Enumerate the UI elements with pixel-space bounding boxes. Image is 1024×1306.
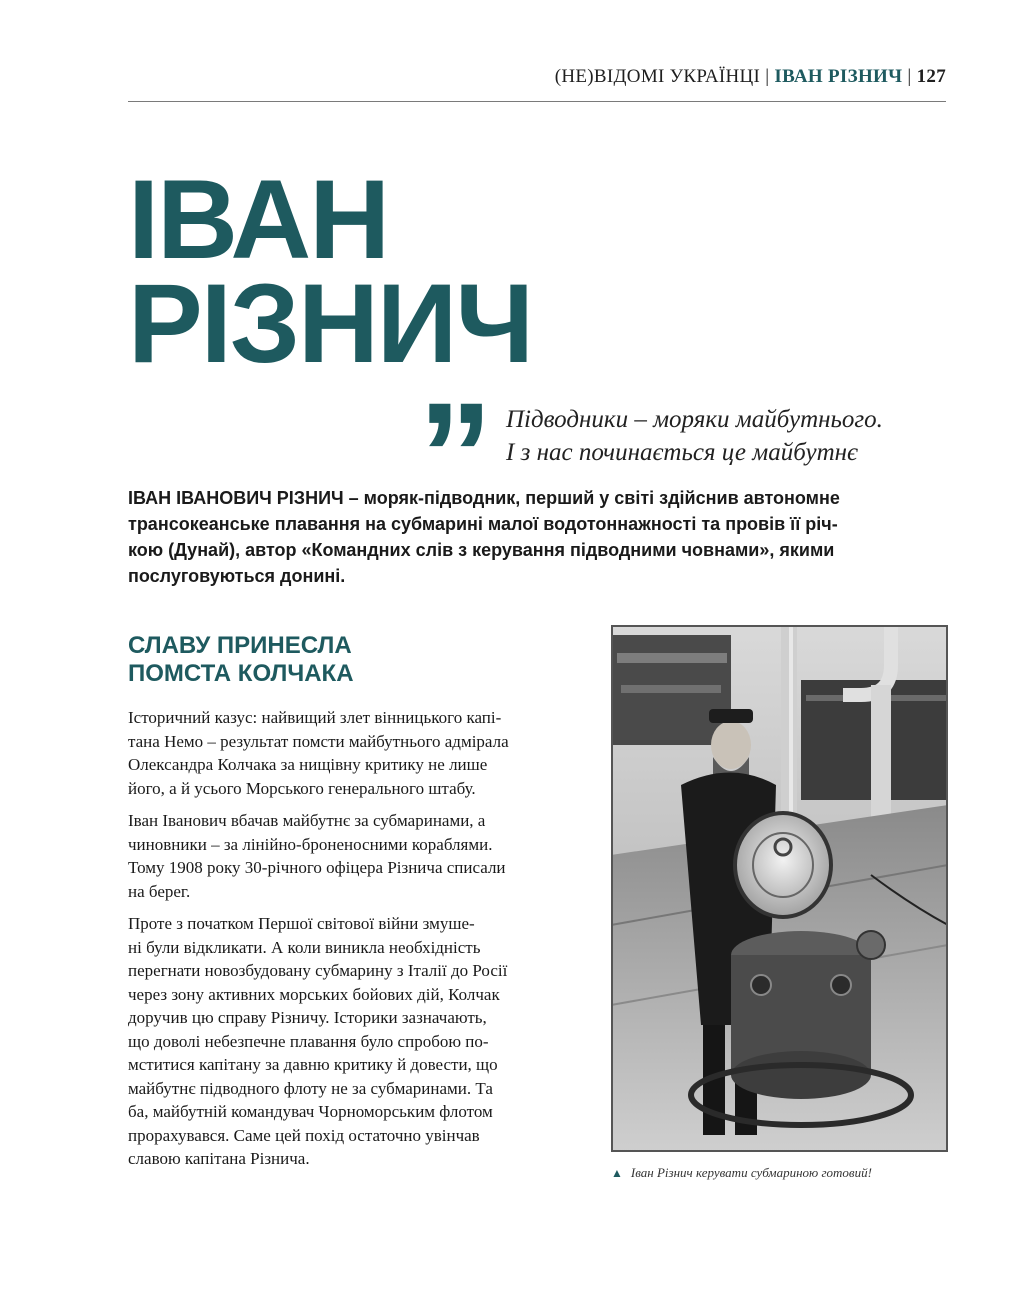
caption-triangle-icon: ▲ [611,1166,623,1180]
caption-text: Іван Різнич керувати субмариною готовий! [630,1165,872,1180]
header-rule [128,101,946,102]
title-line: РІЗНИЧ [128,261,533,386]
running-head-name: ІВАН РІЗНИЧ [774,66,903,87]
body-line: славою капітана Різнича. [128,1149,310,1168]
historical-photo [611,625,948,1152]
photo-caption [611,1164,948,1182]
body-line: на берег. [128,881,191,901]
section-heading-line: ПОМСТА КОЛЧАКА [128,660,354,687]
body-line: Тому 1908 року 30-річного офіцера Різнича списали [128,858,506,877]
body-line: доручив цю справу Різничу. Історики зазначають, [128,1008,487,1027]
submarine-photo-illustration [611,625,948,1152]
lead-line: трансокеанське плавання на субмарині малої водотоннажності та провів її річ- [128,514,838,534]
body-line: Проте з початком Першої світової війни змуше- [128,914,475,933]
running-head-separator: | [765,66,770,87]
body-line: ні були відкликати. А коли виникла необхідність [128,937,481,957]
body-line: ба, майбутній командувач Чорноморським флотом [128,1102,493,1121]
body-line: майбутнє підводного флоту не за субмаринами. Та [128,1078,493,1098]
section-heading-line: СЛАВУ ПРИНЕСЛА [128,632,352,659]
running-head-section: (НЕ)ВІДОМІ УКРАЇНЦІ [554,66,761,87]
body-line: прорахувався. Саме цей похід остаточно увінчав [128,1125,480,1145]
body-line: що доволі небезпечне плавання було спробою по- [128,1031,489,1051]
body-line: через зону активних морських бойових дій, Колчак [128,984,500,1004]
body-paragraph [128,809,568,903]
quote-line: Підводники – моряки майбутнього. [506,406,883,433]
body-line: тана Немо – результат помсти майбутнього адмірала [128,731,509,751]
quote-mark-icon: ” [418,371,479,539]
body-line: Іван Іванович вбачав майбутнє за субмаринами, а [128,811,486,830]
quote-line: І з нас починається це майбутнє [506,439,858,466]
body-line: Олександра Колчака за нищівну критику не лише [128,755,488,774]
body-line: мститися капітану за давню критику й довести, що [128,1055,498,1074]
lead-line: ІВАН ІВАНОВИЧ РІЗНИЧ – моряк-підводник, перший у світі здійснив автономне [128,488,840,508]
body-line: чиновники – за лінійно-броненосними кораблями. [128,834,493,854]
page-number: 127 [916,66,946,87]
page-title [128,157,533,386]
lead-line: послуговуються донині. [128,566,346,586]
lead-line: кою (Дунай), автор «Командних слів з керування підводними човнами», якими [128,540,835,560]
body-line: перегнати новозбудовану субмарину з Італії до Росії [128,961,508,980]
running-head [555,66,946,88]
lead-paragraph [128,485,948,589]
title-line: ІВАН [128,157,389,282]
epigraph-quote [506,403,956,469]
running-head-separator: | [907,66,912,87]
body-paragraph [128,912,568,1171]
body-line: його, а й усього Морського генерального штабу. [128,778,476,798]
section-heading [128,632,354,688]
article-body [128,706,568,1180]
body-paragraph [128,706,568,800]
body-line: Історичний казус: найвищий злет вінницького капі- [128,708,502,727]
